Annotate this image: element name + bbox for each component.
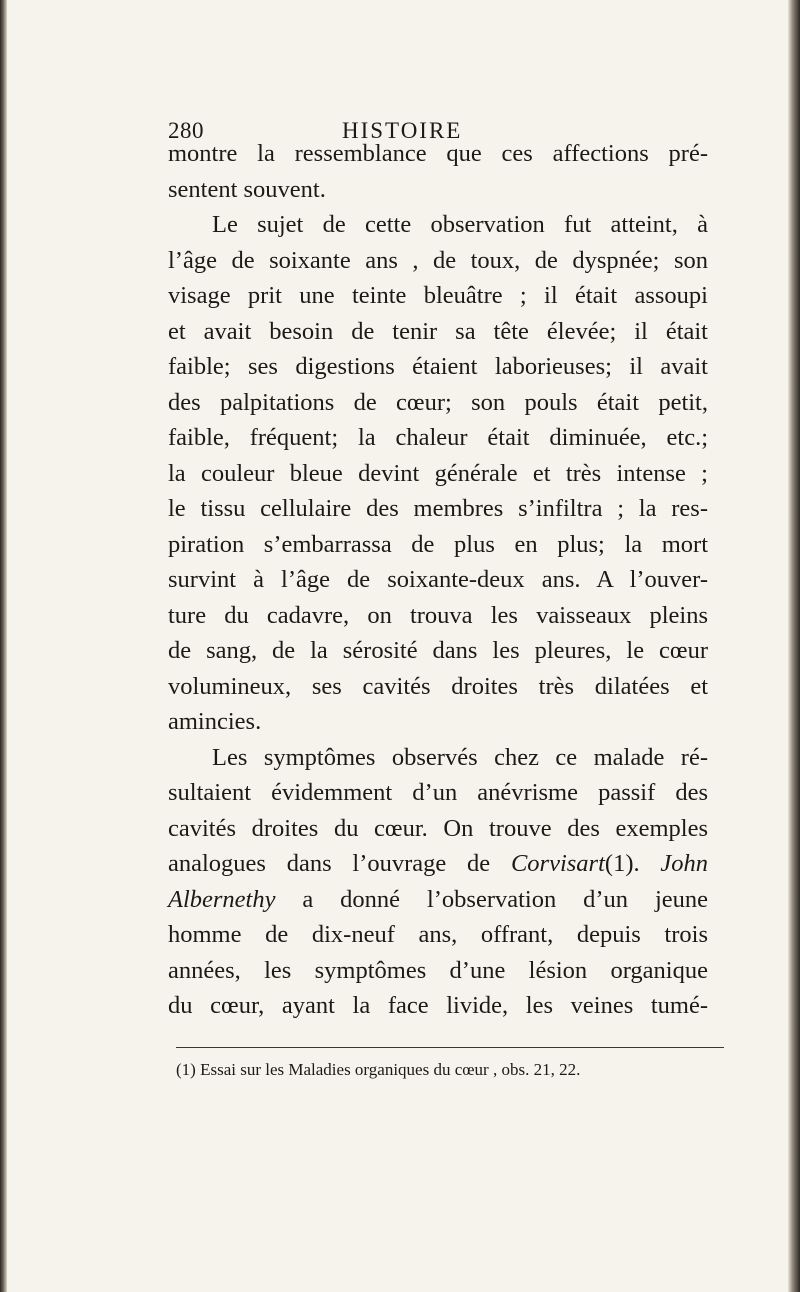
text-line: Les symptômes observés chez ce malade ré-: [212, 743, 708, 771]
text-line: ture du cadavre, on trouva les vaisseaux pleins: [168, 601, 708, 629]
text-line: piration s’embarrassa de plus en plus; la mort: [168, 530, 708, 558]
page-edge-right: [788, 0, 800, 1292]
page-number: 280: [168, 118, 204, 143]
text-line: le tissu cellulaire des membres s’infiltra ; la res-: [168, 495, 708, 522]
text-line: montre la ressemblance que ces affections pré-: [168, 140, 708, 167]
text-line: l’âge de soixante ans , de toux, de dyspnée; son: [168, 246, 708, 274]
footnote-reference: (1).: [604, 850, 661, 877]
body-text: [168, 136, 708, 1024]
text-line: homme de dix-neuf ans, offrant, depuis trois: [168, 921, 708, 948]
footnote-divider: [176, 1047, 724, 1048]
author-name-italic: John: [660, 850, 708, 877]
author-name-italic: Corvisart: [510, 850, 605, 877]
text-line: et avait besoin de tenir sa tête élevée; il était: [168, 317, 708, 345]
footnote: (1) Essai sur les Maladies organiques du cœur , obs. 21, 22.: [176, 1060, 581, 1079]
text-line-with-citation: [168, 846, 708, 882]
running-head: HISTOIRE: [342, 118, 463, 143]
text-line: de sang, de la sérosité dans les pleures, le cœur: [168, 637, 708, 664]
text-line: sultaient évidemment d’un anévrisme passif des: [168, 779, 708, 806]
text-line: des palpitations de cœur; son pouls était petit,: [168, 388, 708, 416]
text-line: du cœur, ayant la face livide, les veines tumé-: [168, 992, 708, 1019]
text-line: la couleur bleue devint générale et très intense ;: [168, 459, 708, 487]
text-line: visage prit une teinte bleuâtre ; il était assoupi: [168, 282, 708, 309]
page-edge-left: [0, 0, 7, 1292]
text-line: volumineux, ses cavités droites très dilatées et: [168, 672, 708, 700]
text-line: faible; ses digestions étaient laborieuses; il avait: [168, 353, 708, 380]
text-line: sentent souvent.: [168, 175, 326, 203]
text-line: faible, fréquent; la chaleur était diminuée, etc.;: [168, 424, 708, 451]
text-line-with-name: [168, 882, 708, 918]
text-segment: analogues dans l’ouvrage de: [168, 850, 511, 877]
text-line: Le sujet de cette observation fut atteint, à: [212, 211, 708, 238]
text-segment: a donné l’observation d’un jeune: [275, 885, 708, 913]
author-name-italic: Albernethy: [168, 885, 276, 913]
text-line: survint à l’âge de soixante-deux ans. A l’ouver-: [168, 566, 708, 593]
text-line: années, les symptômes d’une lésion organique: [168, 956, 708, 984]
text-line: cavités droites du cœur. On trouve des exemples: [168, 814, 708, 842]
text-line: amincies.: [168, 708, 262, 735]
